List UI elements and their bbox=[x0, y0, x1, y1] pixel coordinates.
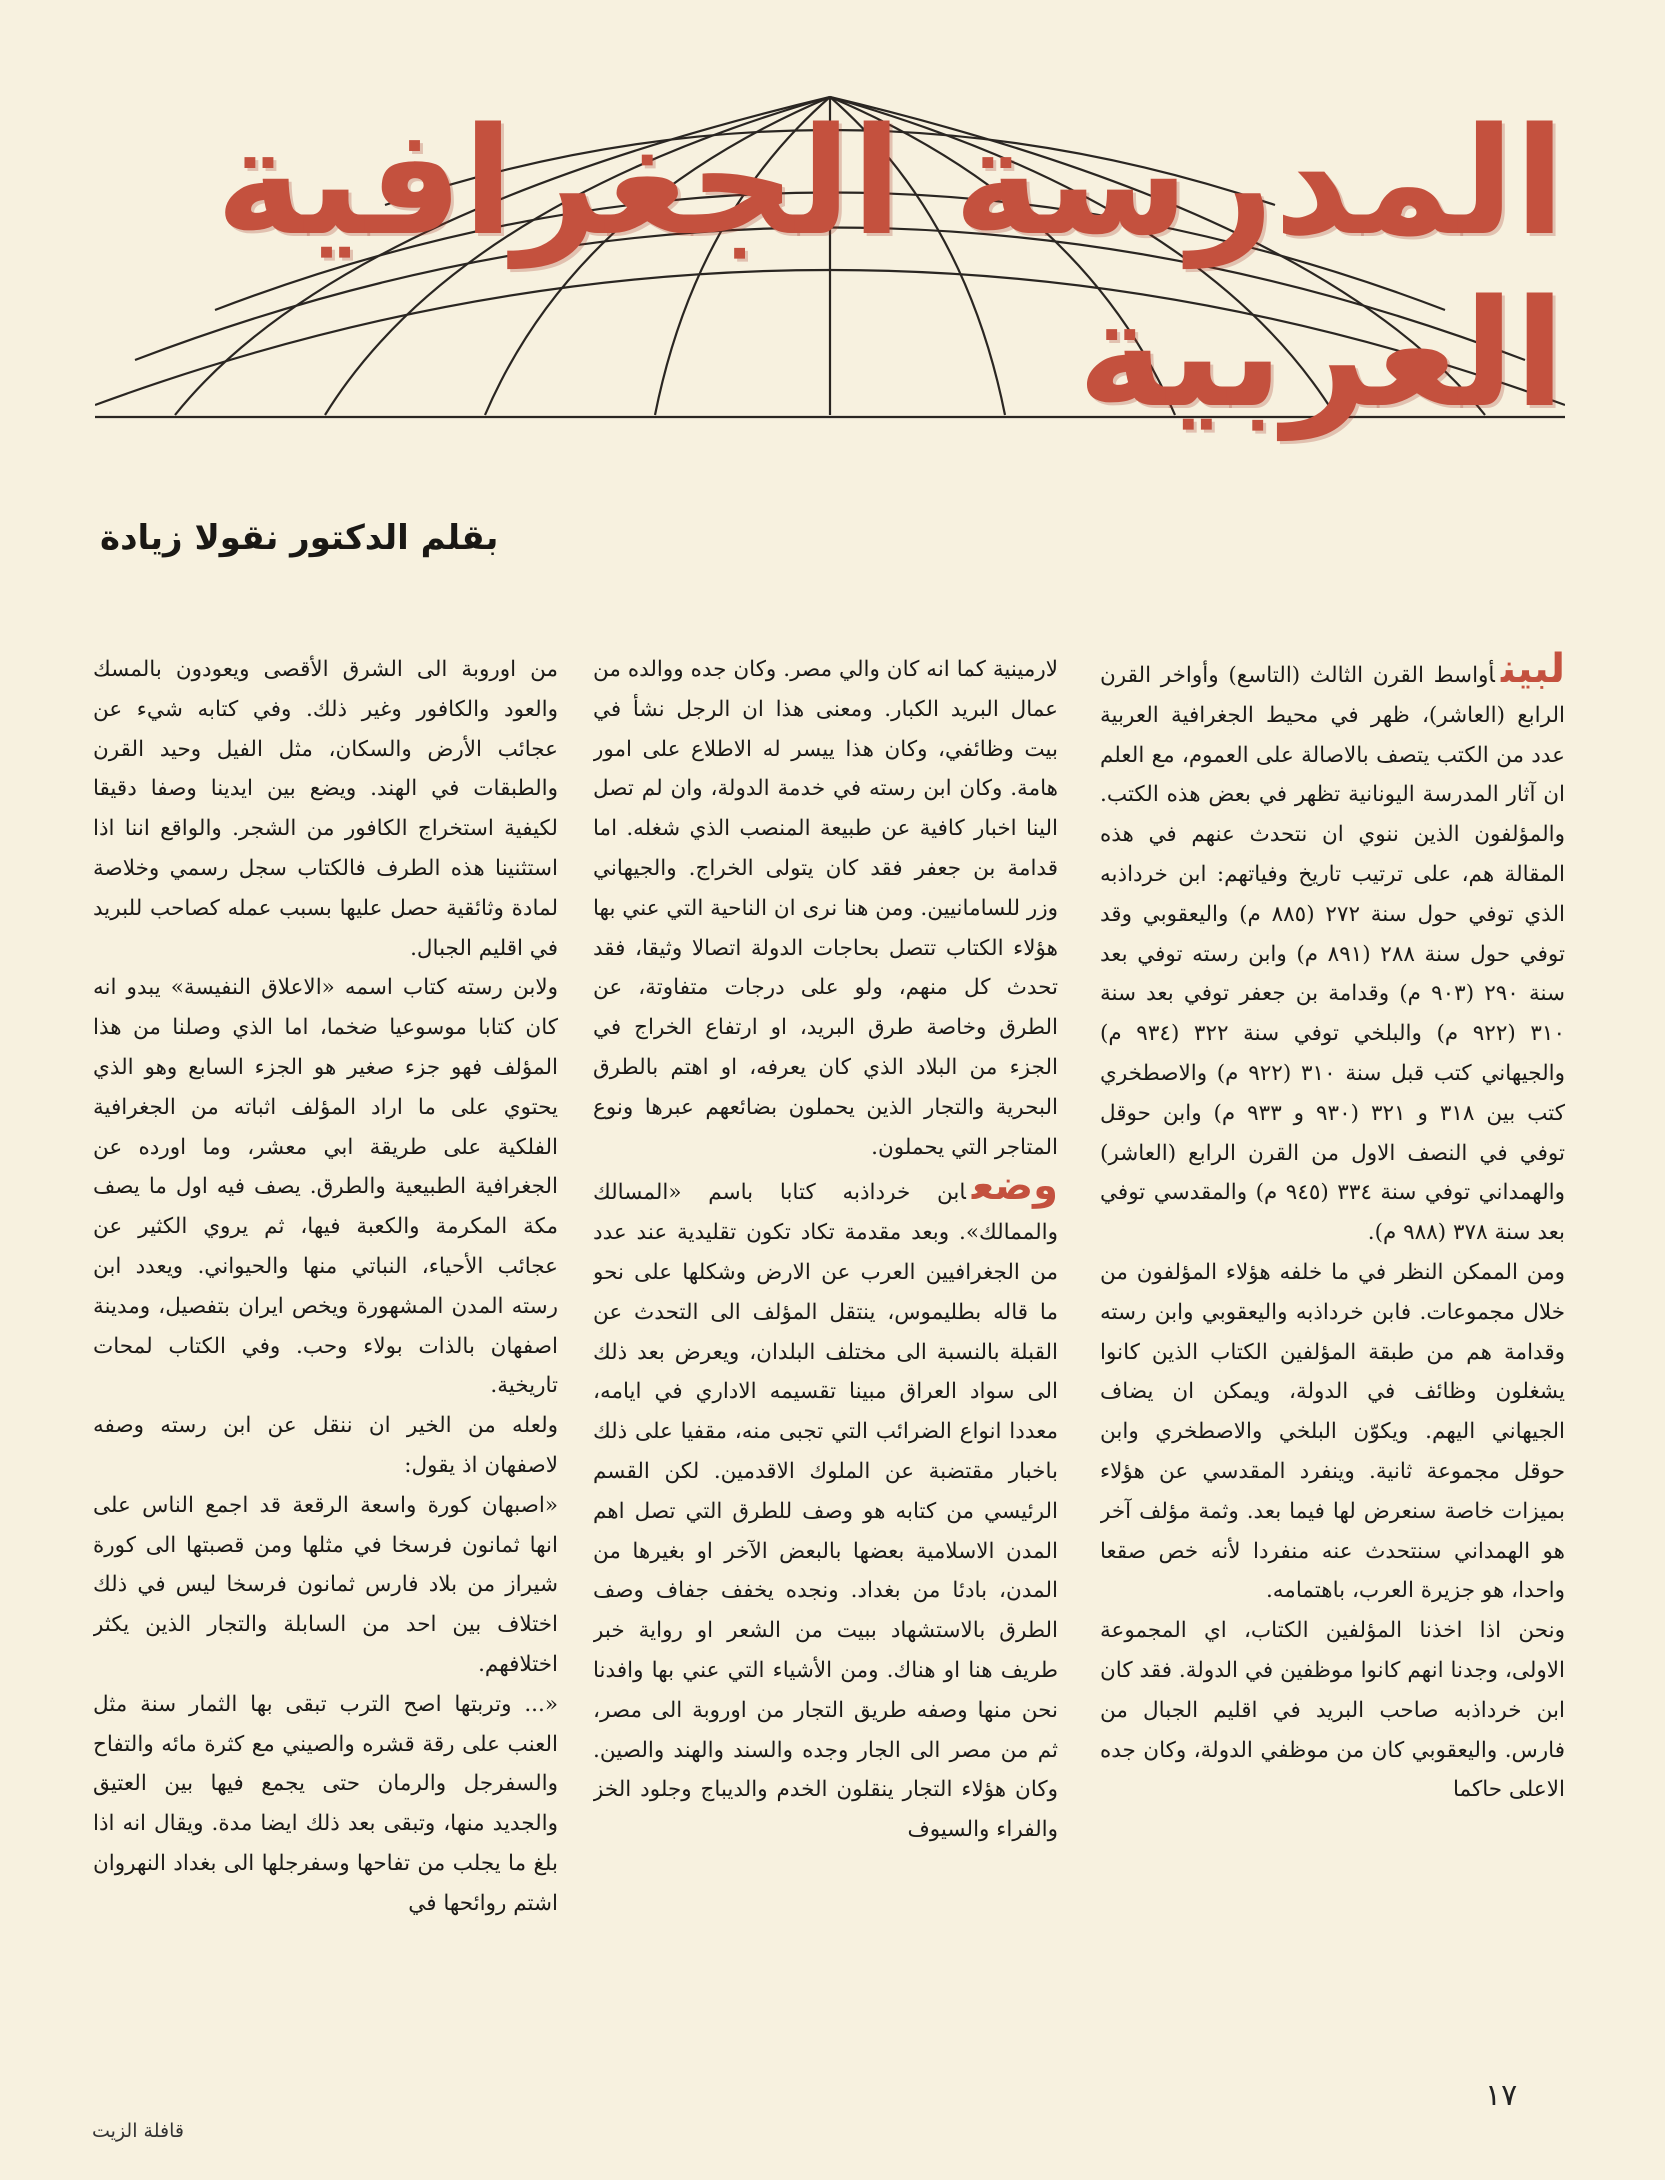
text-column-left bbox=[93, 650, 558, 2050]
author-byline: بقلم الدكتور نقولا زيادة bbox=[100, 518, 499, 558]
page-number: ١٧ bbox=[1485, 2078, 1518, 2113]
paragraph: من اوروبة الى الشرق الأقصى ويعودون بالمسك والعود والكافور وغير ذلك. وفي كتابه شيء عن عجائب الأرض والسكان، مثل الفيل وحيد القرن والطبقات في الهند. ويضع بين ايدينا وصفا دقيقا لكيفية استخراج الكافور من الشجر. والواقع اننا اذا استثنينا هذه الطرف فالكتاب سجل رسمي وخلاصة لمادة وثائقية حصل عليها بسبب عمله كصاحب للبريد في اقليم الجبال. bbox=[93, 657, 558, 961]
paragraph: وضعابن خرداذبه كتابا باسم «المسالك والممالك». وبعد مقدمة تكاد تكون تقليدية عند عدد من الجغرافيين العرب عن الارض وشكلها على نحو ما قاله بطليموس، ينتقل المؤلف الى التحدث عن القبلة بالنسبة الى مختلف البلدان، ويعرض بعد ذلك الى سواد العراق مبينا تقسيمه الاداري في ايامه، معددا انواع الضرائب التي تجبى منه، مقفيا على ذلك باخبار مقتضبة عن الملوك الاقدمين. لكن القسم الرئيسي من كتابه هو وصف للطرق التي تصل اهم المدن الاسلامية بعضها بالبعض الآخر او بغيرها من المدن، بادئا من بغداد. ونجده يخفف جفاف وصف الطرق بالاستشهاد ببيت من الشعر او رواية خبر طريف هنا او هناك. ومن الأشياء التي عني بها وافدنا نحن منها وصفه طريق التجار من اوروبة الى مصر، ثم من مصر الى الجار وجده والسند والهند والصين. وكان هؤلاء التجار ينقلون الخدم والديباج وجلود الخز والفراء والسيوف bbox=[593, 1163, 1058, 1843]
paragraph: ونحن اذا اخذنا المؤلفين الكتاب، اي المجموعة الاولى، وجدنا انهم كانوا موظفين في الدولة. فقد كان ابن خرداذبه صاحب البريد في اقليم الجبال من فارس. واليعقوبي كان من موظفي الدولة، وكان جده الاعلى حاكما bbox=[1100, 1618, 1565, 1803]
paragraph: «... وتربتها اصح الترب تبقى بها الثمار سنة مثل العنب على رقة قشره والصيني مع كثرة مائه والتفاح والسفرجل والرمان حتى يجمع فيها بين العتيق والجديد منها، وتبقى بعد ذلك ايضا مدة. ويقال انه اذا بلغ ما يجلب من تفاحها وسفرجلها الى بغداد النهروان اشتم روائحها في bbox=[93, 1691, 558, 1916]
paragraph: لارمينية كما انه كان والي مصر. وكان جده ووالده من عمال البريد الكبار. ومعنى هذا ان الرجل نشأ في بيت وظائفي، وكان هذا ييسر له الاطلاع على امور هامة. وكان ابن رسته في خدمة الدولة، وان لم تصل الينا اخبار كافية عن طبيعة المنصب الذي شغله. اما قدامة بن جعفر فقد كان يتولى الخراج. والجيهاني وزر للسامانيين. ومن هنا نرى ان الناحية التي عني بها هؤلاء الكتاب تتصل بحاجات الدولة اتصالا وثيقا، فقد تحدث كل منهم، ولو على درجات متفاوتة، عن الطرق وخاصة طرق البريد، او ارتفاع الخراج في الجزء من البلاد الذي كان يعرفه، او اهتم بالطرق البحرية والتجار الذين يحملون بضائعهم عبرها ونوع المتاجر التي يحملون. bbox=[593, 657, 1058, 1160]
paragraph: لبينأواسط القرن الثالث (التاسع) وأواخر القرن الرابع (العاشر)، ظهر في محيط الجغرافية العربية عدد من الكتب يتصف بالاصالة على العموم، مع العلم ان آثار المدرسة اليونانية تظهر في بعض هذه الكتب. والمؤلفون الذين ننوي ان نتحدث عنهم في هذه المقالة هم، على ترتيب تاريخ وفياتهم: ابن خرداذبه الذي توفي حول سنة ٢٧٢ (٨٨٥ م) واليعقوبي وقد توفي حول سنة ٢٨٨ (٨٩١ م) وابن رسته توفي بعد سنة ٢٩٠ (٩٠٣ م) وقدامة بن جعفر توفي بعد سنة ٣١٠ (٩٢٢ م) والبلخي توفي سنة ٣٢٢ (٩٣٤ م) والجيهاني كتب قبل سنة ٣١٠ (٩٢٢ م) والاصطخري كتب بين ٣١٨ و ٣٢١ (٩٣٠ و ٩٣٣ م) وابن حوقل توفي في النصف الاول من القرن الرابع (العاشر) والهمداني توفي سنة ٣٣٤ (٩٤٥ م) والمقدسي توفي بعد سنة ٣٧٨ (٩٨٨ م). bbox=[1100, 650, 1565, 1253]
paragraph: ولعله من الخير ان ننقل عن ابن رسته وصفه لاصفهان اذ يقول: bbox=[93, 1413, 558, 1478]
drop-word: وضع bbox=[971, 1163, 1058, 1210]
magazine-name: قافلة الزيت bbox=[92, 2120, 184, 2142]
paragraph: ومن الممكن النظر في ما خلفه هؤلاء المؤلفون من خلال مجموعات. فابن خرداذبه واليعقوبي وابن رسته وقدامة هم من طبقة المؤلفين الكتاب الذين كانوا يشغلون وظائف في الدولة، ويمكن ان يضاف الجيهاني اليهم. ويكوّن البلخي والاصطخري وابن حوقل مجموعة ثانية. وينفرد المقدسي عن هؤلاء بميزات خاصة سنعرض لها فيما بعد. وثمة مؤلف آخر هو الهمداني سنتحدث عنه منفردا لأنه خص صقعا واحدا، هو جزيرة العرب، باهتمامه. bbox=[1100, 1259, 1565, 1604]
drop-word: لبين bbox=[1500, 650, 1565, 692]
article-title: المدرسة الجغرافية العربية bbox=[215, 95, 1565, 440]
paragraph: ولابن رسته كتاب اسمه «الاعلاق النفيسة» يبدو انه كان كتابا موسوعيا ضخما، اما الذي وصلنا من هذا المؤلف فهو جزء صغير هو الجزء السابع وهو الذي يحتوي على ما اراد المؤلف اثباته من الجغرافية الفلكية على طريقة ابي معشر، وما اورده عن الجغرافية الطبيعية والطرق. يصف فيه اول ما يصف مكة المكرمة والكعبة فيها، ثم يروي الكثير عن عجائب الأحياء، النباتي منها والحيواني. ويعدد ابن رسته المدن المشهورة ويخص ايران بتفصيل، ومدينة اصفهان بالذات بولاء وحب. وفي الكتاب لمحات تاريخية. bbox=[93, 975, 558, 1399]
text-column-right bbox=[1100, 650, 1565, 2050]
paragraph: «اصبهان كورة واسعة الرقعة قد اجمع الناس على انها ثمانون فرسخا في مثلها ومن قصبتها الى كورة شيراز من بلاد فارس ثمانون فرسخا ليس في ذلك اختلاف بين احد من السابلة والتجار الذين يكثر اختلافهم. bbox=[93, 1492, 558, 1677]
text-column-middle bbox=[593, 650, 1058, 2050]
